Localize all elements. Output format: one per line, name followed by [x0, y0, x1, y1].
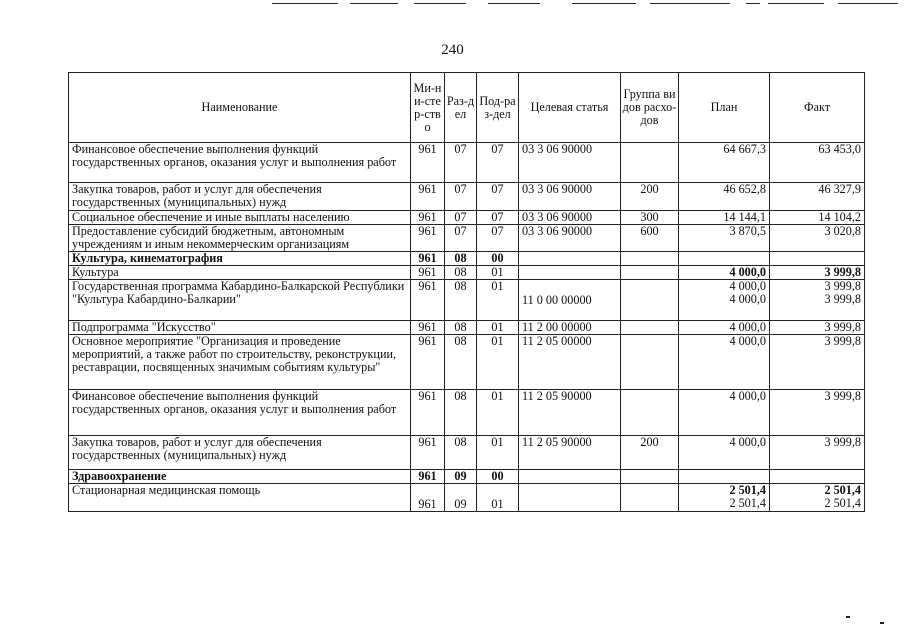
- row-ministry: 961: [411, 211, 445, 225]
- row-fact-value: 2 501,4: [824, 483, 861, 497]
- header-name: Наименование: [69, 73, 411, 143]
- row-name: Финансовое обеспечение выполнения функций государственных органов, оказания услуг и выполнения работ: [69, 143, 411, 183]
- scan-artifact-marks: [0, 612, 905, 632]
- row-subsection-value: 01: [491, 497, 504, 511]
- row-plan: [679, 470, 770, 484]
- row-ministry: 961: [411, 143, 445, 183]
- row-group: [621, 321, 679, 335]
- row-ministry: 961: [411, 321, 445, 335]
- table-row-section-header: [69, 252, 865, 266]
- row-section: 07: [445, 211, 477, 225]
- table-row: [69, 266, 865, 280]
- row-name: Подпрограмма "Искусство": [69, 321, 411, 335]
- table-row: [69, 321, 865, 335]
- row-group: [621, 484, 679, 512]
- top-edge-marks: [0, 0, 905, 8]
- table-row: [69, 335, 865, 390]
- header-fact: Факт: [770, 73, 865, 143]
- table-row: [69, 183, 865, 211]
- row-section: 09: [445, 470, 477, 484]
- row-section: 07: [445, 183, 477, 211]
- row-group: [621, 143, 679, 183]
- row-group: 200: [621, 436, 679, 470]
- row-plan: [679, 280, 770, 321]
- row-section-value: 09: [454, 497, 467, 511]
- row-group: [621, 266, 679, 280]
- row-ministry: 961: [411, 252, 445, 266]
- row-section: 08: [445, 252, 477, 266]
- table-row-section-header: [69, 470, 865, 484]
- row-fact: 3 999,8: [770, 321, 865, 335]
- row-target: [519, 280, 621, 321]
- row-section: 07: [445, 225, 477, 252]
- row-fact: 14 104,2: [770, 211, 865, 225]
- row-name: Культура, кинематография: [69, 252, 411, 266]
- row-fact: 3 999,8: [770, 390, 865, 436]
- row-target: 11 2 05 90000: [519, 390, 621, 436]
- row-subsection: 01: [477, 390, 519, 436]
- row-ministry: 961: [411, 183, 445, 211]
- row-subsection: 07: [477, 183, 519, 211]
- row-target: 03 3 06 90000: [519, 143, 621, 183]
- header-target: Целевая статья: [519, 73, 621, 143]
- row-plan: 4 000,0: [679, 390, 770, 436]
- row-target: [519, 470, 621, 484]
- table-row: [69, 280, 865, 321]
- row-plan-value: 4 000,0: [729, 279, 766, 293]
- row-group: 600: [621, 225, 679, 252]
- row-ministry: 961: [411, 335, 445, 390]
- table-row: [69, 436, 865, 470]
- row-target: 03 3 06 90000: [519, 183, 621, 211]
- row-ministry: 961: [411, 280, 445, 321]
- row-group: 200: [621, 183, 679, 211]
- row-fact: [770, 280, 865, 321]
- row-plan-value-2: 4 000,0: [729, 292, 766, 306]
- row-plan: [679, 484, 770, 512]
- row-plan-value-2: 2 501,4: [729, 496, 766, 510]
- row-ministry: [411, 484, 445, 512]
- row-fact: [770, 470, 865, 484]
- row-target: 11 2 00 00000: [519, 321, 621, 335]
- row-fact: [770, 252, 865, 266]
- row-name: Здравоохранение: [69, 470, 411, 484]
- page-number: 240: [441, 42, 464, 58]
- row-subsection: 01: [477, 266, 519, 280]
- header-group: Группа видов расхо-дов: [621, 73, 679, 143]
- row-name: Закупка товаров, работ и услуг для обеспечения государственных (муниципальных) нужд: [69, 436, 411, 470]
- row-target: [519, 266, 621, 280]
- row-fact: 3 999,8: [770, 436, 865, 470]
- row-fact-value-2: 2 501,4: [824, 496, 861, 510]
- row-name: Государственная программа Кабардино-Балкарской Республики "Культура Кабардино-Балкарии": [69, 280, 411, 321]
- row-subsection: 01: [477, 436, 519, 470]
- row-target: [519, 484, 621, 512]
- row-subsection: 07: [477, 143, 519, 183]
- row-group: [621, 280, 679, 321]
- row-section: 07: [445, 143, 477, 183]
- row-section: [445, 484, 477, 512]
- row-ministry-value: 961: [418, 497, 437, 511]
- row-plan: 4 000,0: [679, 335, 770, 390]
- row-ministry: 961: [411, 266, 445, 280]
- row-section: 08: [445, 266, 477, 280]
- row-plan: 4 000,0: [679, 436, 770, 470]
- row-fact-value-2: 3 999,8: [824, 292, 861, 306]
- row-section: 08: [445, 321, 477, 335]
- row-subsection: [477, 484, 519, 512]
- row-name: Финансовое обеспечение выполнения функций государственных органов, оказания услуг и выполнения работ: [69, 390, 411, 436]
- row-plan: 3 870,5: [679, 225, 770, 252]
- row-ministry: 961: [411, 225, 445, 252]
- row-section: 08: [445, 335, 477, 390]
- row-target: 11 2 05 00000: [519, 335, 621, 390]
- row-group: [621, 470, 679, 484]
- row-name: Социальное обеспечение и иные выплаты населению: [69, 211, 411, 225]
- row-ministry: 961: [411, 436, 445, 470]
- row-ministry: 961: [411, 390, 445, 436]
- header-subsection: Под-раз-дел: [477, 73, 519, 143]
- row-plan: 4 000,0: [679, 266, 770, 280]
- row-group: [621, 252, 679, 266]
- header-plan: План: [679, 73, 770, 143]
- table-row: [69, 143, 865, 183]
- row-subsection: 01: [477, 321, 519, 335]
- table-row: [69, 484, 865, 512]
- row-fact: 63 453,0: [770, 143, 865, 183]
- row-section: 08: [445, 436, 477, 470]
- row-name: Стационарная медицинская помощь: [69, 484, 411, 512]
- row-target-value: 11 0 00 00000: [522, 292, 592, 307]
- row-subsection: 07: [477, 225, 519, 252]
- row-fact: 3 999,8: [770, 335, 865, 390]
- row-group: [621, 390, 679, 436]
- budget-table: [68, 72, 865, 512]
- row-plan-value: 2 501,4: [729, 483, 766, 497]
- row-section: 08: [445, 280, 477, 321]
- row-ministry: 961: [411, 470, 445, 484]
- row-fact: 3 020,8: [770, 225, 865, 252]
- row-subsection: 00: [477, 252, 519, 266]
- row-plan: [679, 252, 770, 266]
- row-section: 08: [445, 390, 477, 436]
- row-name: Предоставление субсидий бюджетным, автономным учреждениям и иным некоммерческим организациям: [69, 225, 411, 252]
- row-name: Закупка товаров, работ и услуг для обеспечения государственных (муниципальных) нужд: [69, 183, 411, 211]
- row-subsection: 07: [477, 211, 519, 225]
- row-name: Культура: [69, 266, 411, 280]
- table-row: [69, 225, 865, 252]
- table-header: [69, 73, 865, 143]
- row-fact: [770, 484, 865, 512]
- row-subsection: 01: [477, 335, 519, 390]
- row-fact: 3 999,8: [770, 266, 865, 280]
- row-plan: 14 144,1: [679, 211, 770, 225]
- row-name: Основное мероприятие "Организация и проведение мероприятий, а также работ по строительству, реконструкции, реставрации, посвященных значимым событиям культуры": [69, 335, 411, 390]
- row-target: 03 3 06 90000: [519, 225, 621, 252]
- row-fact: 46 327,9: [770, 183, 865, 211]
- row-group: [621, 335, 679, 390]
- row-plan: 46 652,8: [679, 183, 770, 211]
- table-row: [69, 390, 865, 436]
- row-target: [519, 252, 621, 266]
- row-target: 11 2 05 90000: [519, 436, 621, 470]
- row-target: 03 3 06 90000: [519, 211, 621, 225]
- row-subsection: 01: [477, 280, 519, 321]
- table-row: [69, 211, 865, 225]
- row-plan: 4 000,0: [679, 321, 770, 335]
- header-ministry: Ми-ни-стер-ство: [411, 73, 445, 143]
- header-section: Раз-дел: [445, 73, 477, 143]
- row-plan: 64 667,3: [679, 143, 770, 183]
- row-subsection: 00: [477, 470, 519, 484]
- row-group: 300: [621, 211, 679, 225]
- row-fact-value: 3 999,8: [824, 279, 861, 293]
